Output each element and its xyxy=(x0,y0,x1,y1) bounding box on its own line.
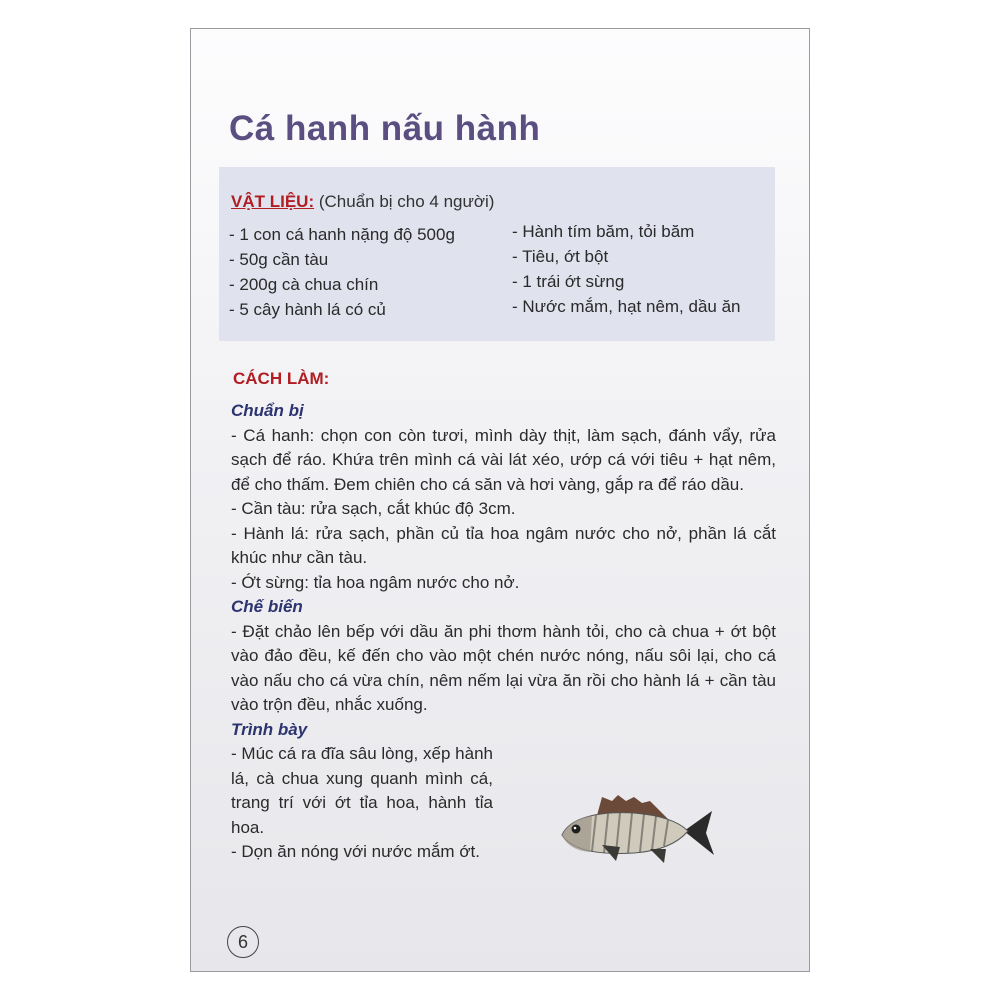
ingredient-item: - 200g cà chua chín xyxy=(229,275,379,294)
ingredient-item: - Tiêu, ớt bột xyxy=(512,247,609,266)
ingredient-item: - 1 con cá hanh nặng độ 500g xyxy=(229,225,455,244)
serve-paragraph: - Dọn ăn nóng với nước mắm ớt. xyxy=(231,842,480,861)
ingredient-item: - 1 trái ớt sừng xyxy=(512,272,625,291)
ingredients-box xyxy=(219,167,775,341)
page-number: 6 xyxy=(227,926,259,958)
recipe-page xyxy=(190,28,810,972)
ingredient-item: - 5 cây hành lá có củ xyxy=(229,300,386,319)
ingredient-item: - 50g cần tàu xyxy=(229,250,329,269)
ingredient-item: - Nước mắm, hạt nêm, dầu ăn xyxy=(512,297,741,316)
method-heading: CÁCH LÀM: xyxy=(233,369,330,388)
cook-paragraph: - Đặt chảo lên bếp với dầu ăn phi thơm hành tỏi, cho cà chua + ớt bột vào đảo đều, kế đến cho vào một chén nước nóng, nấu sôi lại, cho cá vào nấu cho cá vừa chín, nêm nếm lại vừa ăn rồi cho hành lá + cần tàu vào trộn đều, nhắc xuống. xyxy=(231,621,776,714)
fish-illustration xyxy=(556,789,716,869)
prep-paragraph: - Ớt sừng: tỉa hoa ngâm nước cho nở. xyxy=(231,572,520,592)
ingredients-heading xyxy=(231,192,494,212)
ingredient-list-left xyxy=(229,222,455,322)
ingredient-item: - Hành tím băm, tỏi băm xyxy=(512,222,695,241)
servings-note: (Chuẩn bị cho 4 người) xyxy=(318,192,495,211)
prep-paragraph: - Cần tàu: rửa sạch, cắt khúc độ 3cm. xyxy=(231,499,516,518)
page-title: Cá hanh nấu hành xyxy=(229,109,541,148)
serve-heading: Trình bày xyxy=(231,719,308,739)
ingredients-label: VẬT LIỆU: xyxy=(231,192,315,211)
cook-heading: Chế biến xyxy=(231,597,303,616)
serve-paragraph: - Múc cá ra đĩa sâu lòng, xếp hành lá, cà chua xung quanh mình cá, trang trí với ớt tỉa hoa, hành tỉa hoa. xyxy=(231,744,493,837)
ingredient-list-right xyxy=(512,219,741,319)
prep-heading: Chuẩn bị xyxy=(231,401,304,420)
prep-paragraph: - Cá hanh: chọn con còn tươi, mình dày thịt, làm sạch, đánh vẩy, rửa sạch để ráo. Khứa trên mình cá vài lát xéo, ướp cá với tiêu + hạt nêm, để cho thấm. Đem chiên cho cá săn và hơi vàng, gắp ra để ráo dầu. xyxy=(231,425,776,494)
prep-paragraph: - Hành lá: rửa sạch, phần củ tỉa hoa ngâm nước cho nở, phần lá cắt khúc như cần tàu. xyxy=(231,523,776,567)
